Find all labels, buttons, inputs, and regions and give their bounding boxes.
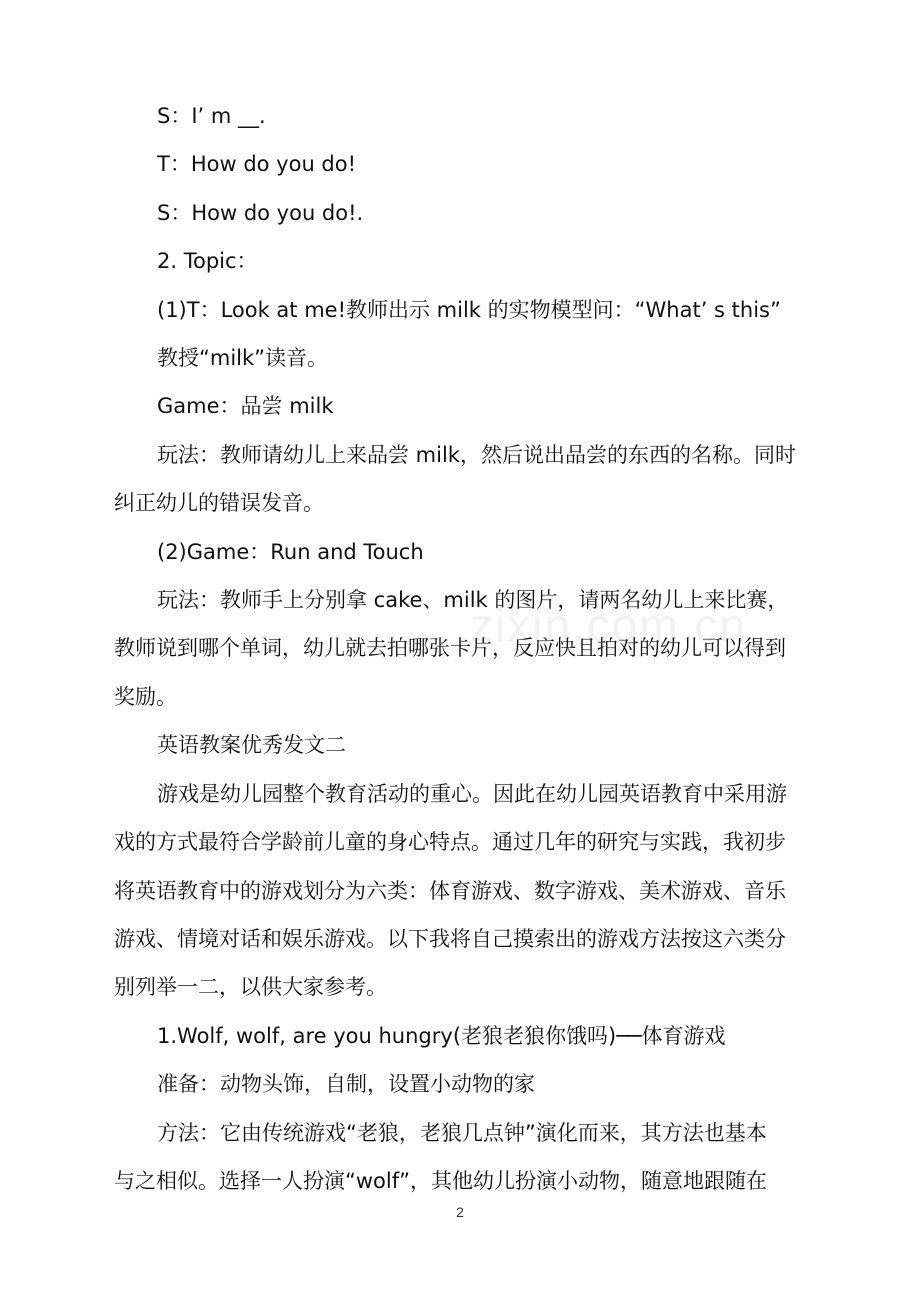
text-line: 教师说到哪个单词，幼儿就去拍哪张卡片，反应快且拍对的幼儿可以得到 (114, 636, 786, 661)
text-line: 别列举一二，以供大家参考。 (114, 975, 387, 1000)
text-line: 将英语教育中的游戏划分为六类：体育游戏、数字游戏、美术游戏、音乐 (114, 878, 786, 903)
text-line: (2)Game：Run and Touch (157, 539, 424, 564)
text-line: 1.Wolf, wolf, are you hungry(老狼老狼你饿吗)──体育游戏 (157, 1023, 726, 1048)
text-line: (1)T：Look at me!教师出示 milk 的实物模型问：“What’ s this” (157, 297, 781, 322)
text-line: 游戏是幼儿园整个教育活动的重心。因此在幼儿园英语教育中采用游 (157, 781, 787, 806)
text-line: 准备：动物头饰，自制，设置小动物的家 (157, 1072, 535, 1097)
text-line: S：I’ m __. (157, 104, 266, 128)
page-number: 2 (456, 1204, 464, 1220)
text-line: 纠正幼儿的错误发音。 (114, 491, 324, 516)
text-line: 戏的方式最符合学龄前儿童的身心特点。通过几年的研究与实践，我初步 (114, 830, 786, 855)
text-line: 与之相似。选择一人扮演“wolf”，其他幼儿扮演小动物，随意地跟随在 (114, 1168, 768, 1193)
document-body (114, 92, 810, 1205)
text-line: 奖励。 (114, 684, 177, 709)
text-line: Game：品尝 milk (157, 394, 334, 419)
text-line: 玩法：教师请幼儿上来品尝 milk，然后说出品尝的东西的名称。同时 (157, 442, 796, 467)
watermark: zixin.com.cn (470, 599, 748, 651)
text-line: 游戏、情境对话和娱乐游戏。以下我将自己摸索出的游戏方法按这六类分 (114, 926, 786, 951)
section-heading: 英语教案优秀发文二 (157, 733, 346, 758)
text-line: 教授“milk”读音。 (157, 346, 329, 371)
text-line: 2. Topic： (157, 249, 258, 274)
text-line: 玩法：教师手上分别拿 cake、milk 的图片，请两名幼儿上来比赛， (157, 588, 789, 613)
text-line: 方法：它由传统游戏“老狼，老狼几点钟”演化而来，其方法也基本 (157, 1120, 767, 1145)
text-line: S：How do you do!. (157, 200, 364, 225)
text-line: T：How do you do! (157, 152, 357, 177)
